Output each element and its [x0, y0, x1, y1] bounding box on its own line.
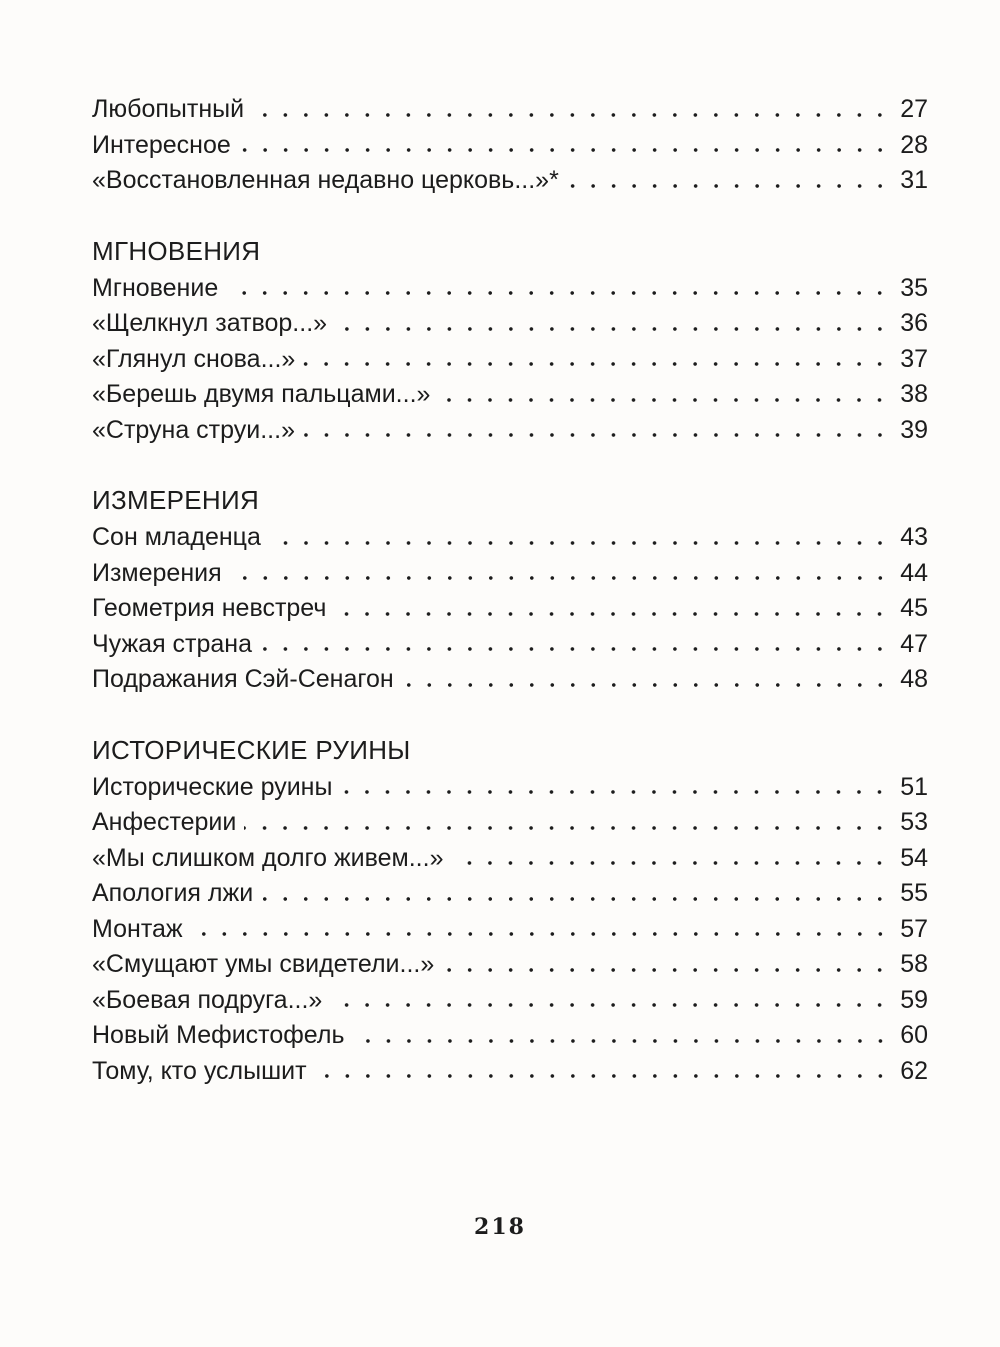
- toc-entry-title: Измерения: [92, 558, 222, 587]
- toc-entry-page: 57: [900, 914, 928, 943]
- toc-entry-title: Геометрия невстреч: [92, 594, 327, 622]
- toc-entry: [92, 662, 928, 698]
- dot-leader: [330, 1002, 890, 1008]
- toc-entry-title: Любопытный: [92, 95, 245, 123]
- dot-leader: [353, 1038, 891, 1044]
- dot-leader: [334, 611, 890, 617]
- toc-entry-title: «Мы слишком долго живем...»: [92, 843, 444, 872]
- toc-entry: [92, 306, 928, 342]
- toc-entry: [92, 841, 928, 877]
- toc-entry: [92, 128, 928, 164]
- toc-entry-page: 35: [900, 273, 928, 302]
- toc-entry-title: Чужая страна: [92, 629, 253, 658]
- toc-entry: [92, 805, 928, 841]
- toc-section-mgnoveniya: [92, 233, 928, 449]
- toc-entry-title: Монтаж: [92, 914, 183, 943]
- toc-entry-page: 60: [900, 1021, 928, 1049]
- toc-entry-title: Сон младенца: [92, 523, 261, 551]
- dot-leader: [244, 825, 890, 831]
- toc-entry: [92, 876, 928, 912]
- dot-leader: [252, 112, 890, 118]
- toc-entry: [92, 413, 928, 449]
- toc-entry-title: Апология лжи: [92, 879, 254, 907]
- toc-entry: [92, 627, 928, 663]
- toc-section-istoricheskie-ruiny: [92, 732, 928, 1090]
- toc-entry-title: «Смущают умы свидетели...»: [92, 950, 435, 978]
- toc-entry-page: 62: [900, 1056, 928, 1085]
- toc-entry: [92, 556, 928, 592]
- toc-section-izmereniya: [92, 482, 928, 698]
- dot-leader: [239, 147, 890, 153]
- toc-entry: [92, 947, 928, 983]
- toc-entry-page: 39: [900, 415, 928, 444]
- toc-entry: [92, 983, 928, 1019]
- toc-entry-page: 36: [900, 309, 928, 337]
- dot-leader: [335, 326, 890, 332]
- dot-leader: [303, 432, 890, 438]
- dot-leader: [260, 646, 890, 652]
- dot-leader: [261, 896, 890, 902]
- dot-leader: [315, 1073, 891, 1079]
- toc-entry-title: Новый Мефистофель: [92, 1021, 345, 1049]
- toc-entry-page: 48: [900, 665, 928, 693]
- dot-leader: [340, 789, 890, 795]
- toc-entry-page: 28: [900, 130, 928, 159]
- section-heading: ИЗМЕРЕНИЯ: [92, 485, 260, 515]
- toc-entry: [92, 271, 928, 307]
- dot-leader: [451, 860, 890, 866]
- toc-entry-title: «Глянул снова...»: [92, 344, 296, 373]
- toc-entry-page: 54: [900, 843, 928, 872]
- toc-entry-title: «Восстановленная недавно церковь...»*: [92, 166, 559, 194]
- toc-entry-page: 31: [900, 166, 928, 194]
- toc-entry-page: 37: [900, 344, 928, 373]
- toc-entry-page: 59: [900, 985, 928, 1014]
- page-number: 218: [474, 1214, 526, 1240]
- toc-entry-page: 44: [900, 558, 928, 587]
- toc-entry: [92, 163, 928, 199]
- toc-entry-title: Тому, кто услышит: [92, 1056, 307, 1085]
- toc-entry-title: Анфестерии: [92, 808, 237, 836]
- toc-entry-page: 38: [900, 380, 928, 408]
- toc-entry: [92, 770, 928, 806]
- dot-leader: [230, 575, 891, 581]
- dot-leader: [442, 967, 890, 973]
- toc-entry-title: Исторические руины: [92, 772, 333, 801]
- toc-entry: [92, 342, 928, 378]
- dot-leader: [438, 397, 890, 403]
- toc-entry: [92, 520, 928, 556]
- dot-leader: [191, 931, 891, 937]
- toc-entry-page: 47: [900, 629, 928, 658]
- table-of-contents: [92, 92, 928, 1123]
- toc-entry: [92, 377, 928, 413]
- toc-entry-page: 58: [900, 950, 928, 978]
- dot-leader: [303, 361, 890, 367]
- section-heading: ИСТОРИЧЕСКИЕ РУИНЫ: [92, 734, 411, 765]
- toc-entry-title: Подражания Сэй-Сенагон: [92, 665, 394, 693]
- toc-entry: [92, 92, 928, 128]
- toc-entry-page: 53: [900, 808, 928, 836]
- toc-entry-title: Интересное: [92, 130, 231, 159]
- dot-leader: [226, 290, 890, 296]
- toc-entry: [92, 591, 928, 627]
- toc-entry-title: Мгновение: [92, 273, 219, 302]
- toc-entry-title: «Боевая подруга...»: [92, 985, 323, 1014]
- toc-entry-title: «Струна струи...»: [92, 415, 295, 444]
- toc-entry-title: «Щелкнул затвор...»: [92, 309, 328, 337]
- toc-entry-title: «Берешь двумя пальцами...»: [92, 380, 431, 408]
- section-heading: МГНОВЕНИЯ: [92, 235, 261, 266]
- dot-leader: [269, 540, 890, 546]
- dot-leader: [402, 682, 891, 688]
- dot-leader: [567, 183, 890, 189]
- toc-entry-page: 43: [900, 523, 928, 551]
- toc-section-continued: [92, 92, 928, 199]
- toc-entry-page: 55: [900, 879, 928, 907]
- toc-entry: [92, 1018, 928, 1054]
- toc-entry-page: 51: [900, 772, 928, 801]
- toc-entry: [92, 912, 928, 948]
- toc-entry-page: 27: [900, 95, 928, 123]
- toc-entry-page: 45: [900, 594, 928, 622]
- toc-entry: [92, 1054, 928, 1090]
